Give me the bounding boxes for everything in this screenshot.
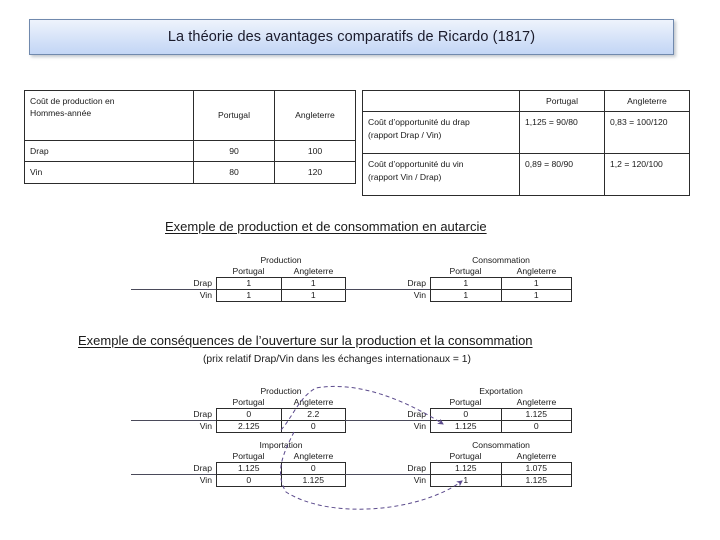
matrix-column-headers xyxy=(430,266,572,277)
row-label-drap: Drap xyxy=(407,463,426,473)
cost-header-portugal: Portugal xyxy=(194,91,275,141)
table-row xyxy=(431,409,572,421)
opp-row-vin-line1: Coût d’opportunité du vin xyxy=(368,159,464,170)
cell-vin-angleterre: 0 xyxy=(501,421,572,433)
matrix-caption: Importation xyxy=(259,440,303,450)
table-row xyxy=(217,278,346,290)
opp-header-angleterre: Angleterre xyxy=(605,91,690,112)
row-label-drap: Drap xyxy=(193,409,212,419)
matrix-leader-rule xyxy=(131,420,216,421)
table-row xyxy=(431,463,572,475)
matrix-caption: Exportation xyxy=(479,386,523,396)
table-row xyxy=(217,409,346,421)
row-label-vin: Vin xyxy=(199,475,212,485)
column-header-portugal: Portugal xyxy=(232,266,265,276)
column-header-portugal: Portugal xyxy=(449,451,482,461)
table-production-cost xyxy=(24,90,356,184)
opp-row-vin-line2: (rapport Vin / Drap) xyxy=(368,171,442,182)
matrix-leader-rule xyxy=(345,289,430,290)
section-heading-ouverture: Exemple de conséquences de l’ouverture sur la production et la consommation xyxy=(78,333,533,348)
matrix-grid xyxy=(430,462,572,487)
table-opportunity-cost xyxy=(362,90,690,196)
cell-drap-angleterre: 2.2 xyxy=(281,409,345,421)
table-row xyxy=(25,162,356,183)
opp-row-drap-label xyxy=(363,112,520,154)
table-row xyxy=(25,140,356,161)
column-header-portugal: Portugal xyxy=(449,397,482,407)
cost-header-line1: Coût de production en xyxy=(30,96,115,106)
cell-vin-portugal: 0 xyxy=(217,475,282,487)
cell-drap-portugal: 0 xyxy=(431,409,502,421)
cell-vin-angleterre: 1 xyxy=(501,290,572,302)
column-header-angleterre: Angleterre xyxy=(516,397,557,407)
opp-header-portugal: Portugal xyxy=(520,91,605,112)
row-label-vin: Vin xyxy=(199,290,212,300)
cost-header-line2: Hommes-année xyxy=(30,108,92,119)
column-header-angleterre: Angleterre xyxy=(516,266,557,276)
table-row xyxy=(431,278,572,290)
cost-header-angleterre: Angleterre xyxy=(275,91,356,141)
matrix-column-headers xyxy=(430,397,572,408)
cell-drap-angleterre: 0 xyxy=(281,463,346,475)
matrix-caption: Consommation xyxy=(472,255,530,265)
opp-row-vin-label xyxy=(363,154,520,196)
column-header-portugal: Portugal xyxy=(449,266,482,276)
cost-row-vin-portugal: 80 xyxy=(194,162,275,183)
table-row xyxy=(217,290,346,302)
cell-drap-portugal: 1 xyxy=(217,278,282,290)
cell-vin-portugal: 1.125 xyxy=(431,421,502,433)
matrix-leader-rule xyxy=(345,474,430,475)
cell-vin-portugal: 1 xyxy=(217,290,282,302)
table-row xyxy=(217,475,346,487)
cell-vin-portugal: 2.125 xyxy=(217,421,282,433)
row-label-vin: Vin xyxy=(413,290,426,300)
opp-header-blank xyxy=(363,91,520,112)
cell-drap-portugal: 1.125 xyxy=(431,463,502,475)
table-row xyxy=(431,290,572,302)
table-row-header xyxy=(25,91,356,141)
cell-vin-portugal: 1 xyxy=(431,475,502,487)
opp-row-drap-line1: Coût d’opportunité du drap xyxy=(368,117,470,128)
cell-drap-portugal: 0 xyxy=(217,409,282,421)
table-row xyxy=(363,112,690,154)
cell-vin-angleterre: 1 xyxy=(281,290,346,302)
table-row xyxy=(217,421,346,433)
opp-row-vin-portugal: 0,89 = 80/90 xyxy=(520,154,605,196)
table-row xyxy=(431,475,572,487)
row-label-drap: Drap xyxy=(193,463,212,473)
table-row xyxy=(363,154,690,196)
row-label-vin: Vin xyxy=(199,421,212,431)
opp-row-drap-line2: (rapport Drap / Vin) xyxy=(368,129,442,140)
matrix-leader-rule xyxy=(131,474,216,475)
matrix-grid xyxy=(430,408,572,433)
opp-row-drap-portugal: 1,125 = 90/80 xyxy=(520,112,605,154)
column-header-portugal: Portugal xyxy=(232,451,265,461)
cell-vin-angleterre: 1.125 xyxy=(281,475,346,487)
matrix-caption: Production xyxy=(260,386,302,396)
row-label-vin: Vin xyxy=(413,475,426,485)
section-subheading-ouverture: (prix relatif Drap/Vin dans les échanges internationaux = 1) xyxy=(203,354,471,365)
cost-header-label xyxy=(25,91,194,141)
cell-drap-angleterre: 1 xyxy=(501,278,572,290)
cost-row-drap-label: Drap xyxy=(25,140,194,161)
table-row-header xyxy=(363,91,690,112)
cost-row-vin-label: Vin xyxy=(25,162,194,183)
matrix-leader-rule xyxy=(131,289,216,290)
column-header-angleterre: Angleterre xyxy=(516,451,557,461)
cell-drap-portugal: 1 xyxy=(431,278,502,290)
cell-drap-angleterre: 1.125 xyxy=(501,409,572,421)
table-row xyxy=(431,421,572,433)
row-label-drap: Drap xyxy=(407,409,426,419)
cell-vin-angleterre: 1.125 xyxy=(501,475,572,487)
cost-row-drap-portugal: 90 xyxy=(194,140,275,161)
column-header-angleterre: Angleterre xyxy=(293,266,334,276)
section-heading-autarcie: Exemple de production et de consommation en autarcie xyxy=(165,219,487,234)
cost-row-drap-angleterre: 100 xyxy=(275,140,356,161)
cost-row-vin-angleterre: 120 xyxy=(275,162,356,183)
column-header-angleterre: Angleterre xyxy=(293,397,334,407)
matrix-grid xyxy=(216,277,346,302)
row-label-drap: Drap xyxy=(193,278,212,288)
matrix-column-headers xyxy=(216,451,346,462)
matrix-caption: Production xyxy=(260,255,302,265)
matrix-grid xyxy=(430,277,572,302)
matrix-caption: Consommation xyxy=(472,440,530,450)
matrix-column-headers xyxy=(216,397,346,408)
matrix-leader-rule xyxy=(345,420,430,421)
column-header-angleterre: Angleterre xyxy=(293,451,334,461)
matrix-column-headers xyxy=(216,266,346,277)
page-title: La théorie des avantages comparatifs de Ricardo (1817) xyxy=(167,29,536,45)
cell-drap-angleterre: 1.075 xyxy=(501,463,572,475)
matrix-column-headers xyxy=(430,451,572,462)
cell-drap-angleterre: 1 xyxy=(281,278,346,290)
opp-row-vin-angleterre: 1,2 = 120/100 xyxy=(605,154,690,196)
opp-row-drap-angleterre: 0,83 = 100/120 xyxy=(605,112,690,154)
column-header-portugal: Portugal xyxy=(232,397,265,407)
row-label-drap: Drap xyxy=(407,278,426,288)
row-label-vin: Vin xyxy=(413,421,426,431)
slide-title-banner xyxy=(29,19,674,55)
cell-vin-portugal: 1 xyxy=(431,290,502,302)
cell-vin-angleterre: 0 xyxy=(281,421,345,433)
table-row xyxy=(217,463,346,475)
matrix-grid xyxy=(216,408,346,433)
cell-drap-portugal: 1.125 xyxy=(217,463,282,475)
matrix-grid xyxy=(216,462,346,487)
